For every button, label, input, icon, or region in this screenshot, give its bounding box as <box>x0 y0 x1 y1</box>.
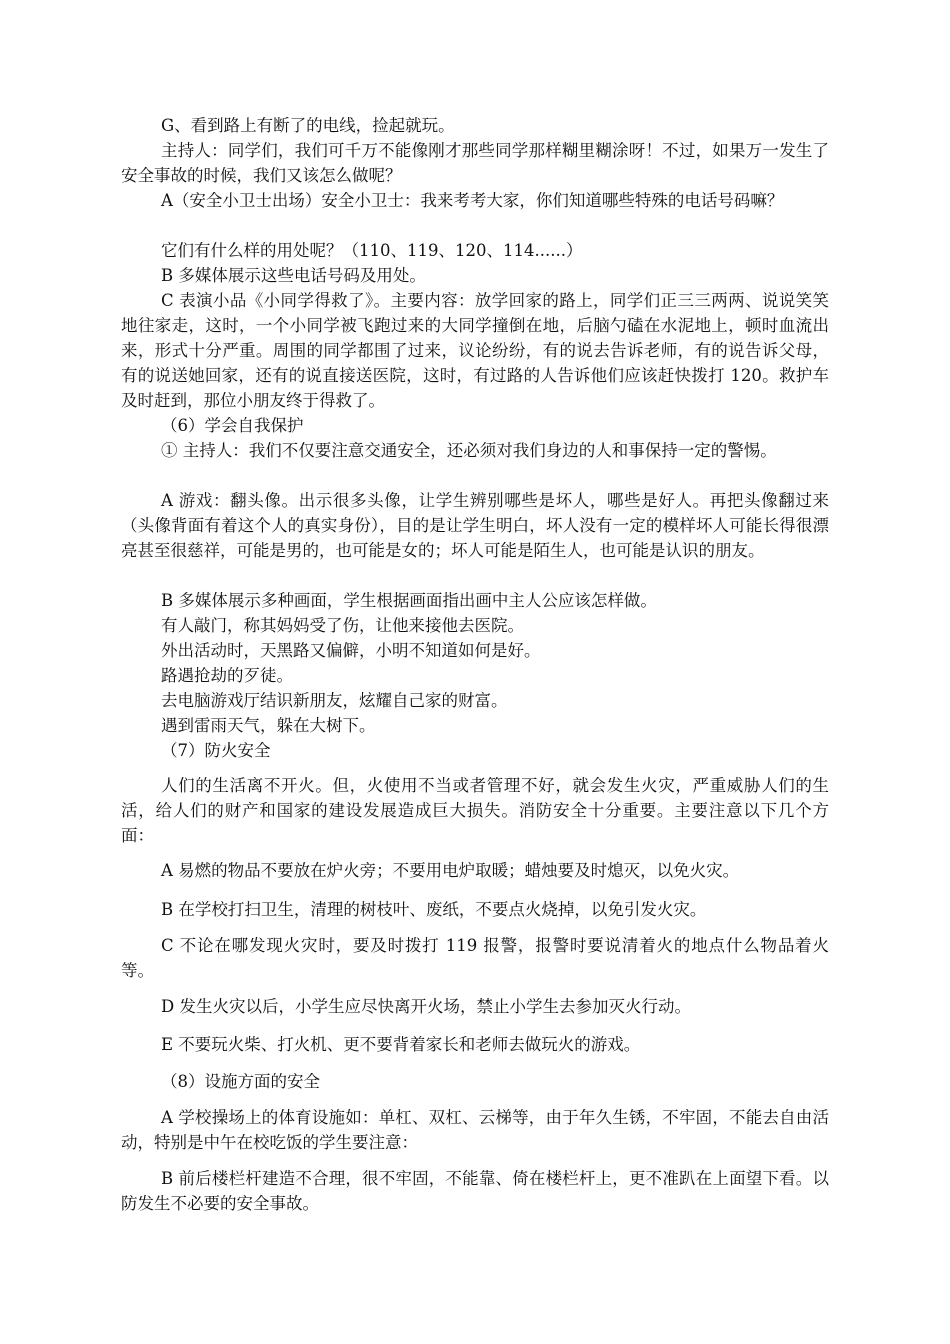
fire-rule-c: C 不论在哪发现火灾时，要及时拨打 119 报警，报警时要说清着火的地点什么物品着火等。 <box>121 936 829 980</box>
paragraph-safety-guard: A（安全小卫士出场）安全小卫士：我来考考大家，你们知道哪些特殊的电话号码嘛？ <box>161 191 784 210</box>
paragraph-multimedia-phones: B 多媒体展示这些电话号码及用处。 <box>161 266 426 285</box>
paragraph-fire-intro: 人们的生活离不开火。但，火使用不当或者管理不好，就会发生火灾，严重威胁人们的生活，给人们的财产和国家的建设发展造成巨大损失。消防安全十分重要。主要注意以下几个方面： <box>121 776 829 845</box>
fire-rule-d: D 发生火灾以后，小学生应尽快离开火场，禁止小学生去参加灭火行动。 <box>161 997 691 1016</box>
facility-rule-b: B 前后楼栏杆建造不合理，很不牢固，不能靠、倚在楼栏杆上，更不准趴在上面望下看。以防发生不必要的安全事故。 <box>121 1169 829 1213</box>
paragraph-phone-numbers: 它们有什么样的用处呢？（110、119、120、114......） <box>161 241 583 260</box>
paragraph-host-vigilance: ① 主持人：我们不仅要注意交通安全，还必须对我们身边的人和事保持一定的警惕。 <box>161 441 777 460</box>
section-heading-self-protection: （6）学会自我保护 <box>161 416 304 435</box>
paragraph-skit: C 表演小品《小同学得救了》。主要内容：放学回家的路上，同学们正三三两两、说说笑笑地往家走，这时，一个小同学被飞跑过来的大同学撞倒在地，后脑勺磕在水泥地上，顿时血流出来，形式十分严重。周围的同学都围了过来，议论纷纷，有的说去告诉老师，有的说告诉父母，有的说送她回家，还有的说直接送医院，这时，有过路的人告诉他们应该赶快拨打 120。救护车及时赶到，那位小朋友终于得救了。 <box>121 291 829 410</box>
section-heading-fire-safety: （7）防火安全 <box>161 741 271 760</box>
scenario-robbery: 路遇抢劫的歹徒。 <box>161 666 293 685</box>
paragraph-g-wire: G、看到路上有断了的电线，捡起就玩。 <box>161 116 455 135</box>
facility-rule-a: A 学校操场上的体育设施如：单杠、双杠、云梯等，由于年久生锈，不牢固，不能去自由活动，特别是中午在校吃饭的学生要注意： <box>121 1108 829 1152</box>
fire-rule-e: E 不要玩火柴、打火机、更不要背着家长和老师去做玩火的游戏。 <box>161 1035 641 1054</box>
scenario-dark-road: 外出活动时，天黑路又偏僻，小明不知道如何是好。 <box>161 641 541 660</box>
paragraph-host-question: 主持人：同学们，我们可千万不能像刚才那些同学那样糊里糊涂呀！不过，如果万一发生了安全事故的时候，我们又该怎么做呢？ <box>121 141 829 185</box>
scenario-knock-door: 有人敲门，称其妈妈受了伤，让他来接他去医院。 <box>161 616 524 635</box>
scenario-game-hall: 去电脑游戏厅结识新朋友，炫耀自己家的财富。 <box>161 691 508 710</box>
fire-rule-a: A 易燃的物品不要放在炉火旁；不要用电炉取暖；蜡烛要及时熄灭，以免火灾。 <box>161 861 740 880</box>
section-heading-facility-safety: （8）设施方面的安全 <box>161 1072 320 1091</box>
paragraph-game-portraits: A 游戏：翻头像。出示很多头像，让学生辨别哪些是坏人，哪些是好人。再把头像翻过来（头像背面有着这个人的真实身份），目的是让学生明白，坏人没有一定的模样坏人可能长得很漂亮甚至很慈祥，可能是男的，也可能是女的；坏人可能是陌生人，也可能是认识的朋友。 <box>121 491 829 560</box>
paragraph-multimedia-scenes: B 多媒体展示多种画面，学生根据画面指出画中主人公应该怎样做。 <box>161 591 657 610</box>
fire-rule-b: B 在学校打扫卫生，清理的树枝叶、废纸，不要点火烧掉，以免引发火灾。 <box>161 900 707 919</box>
scenario-thunderstorm: 遇到雷雨天气，躲在大树下。 <box>161 716 376 735</box>
